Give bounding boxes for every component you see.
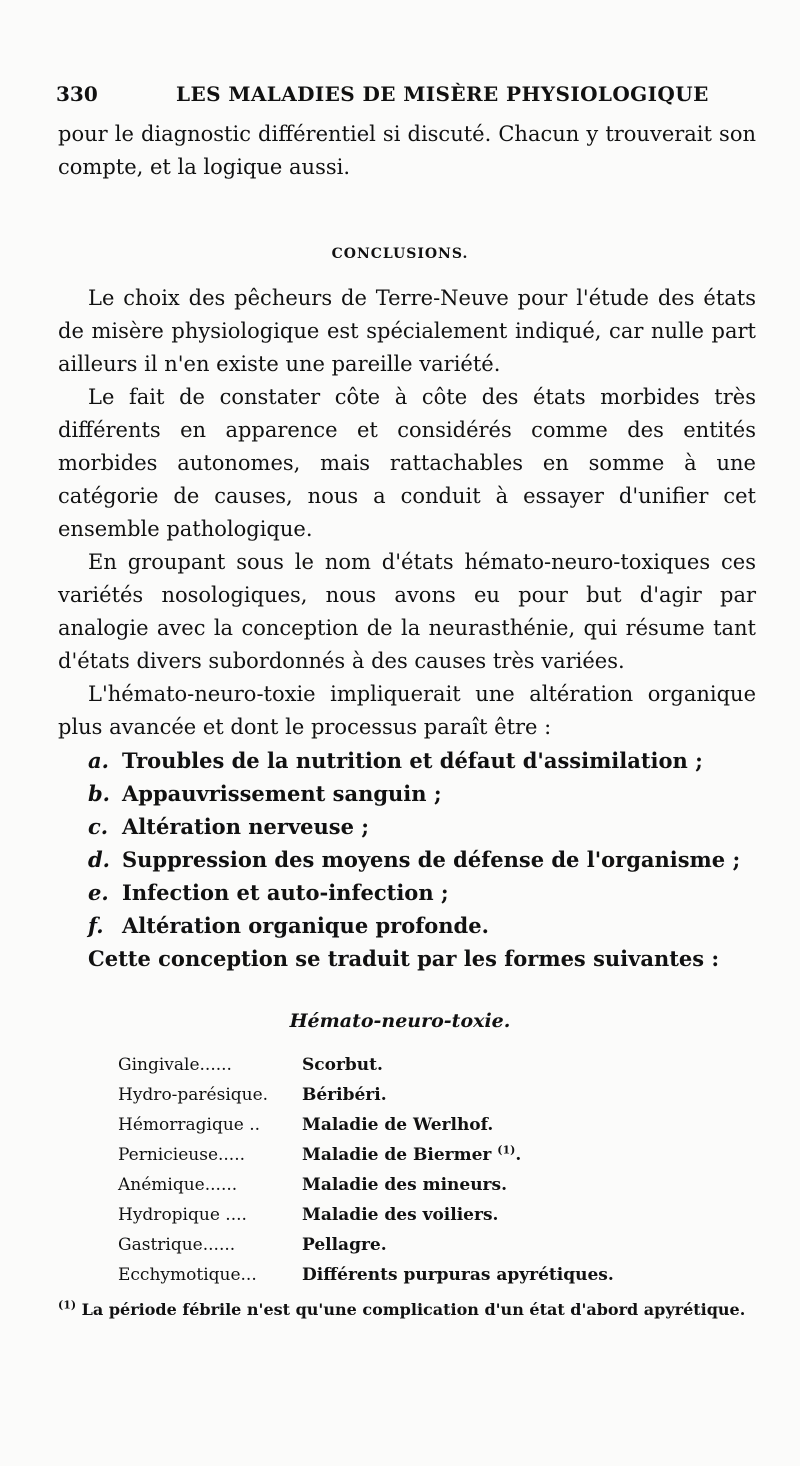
disease-name: Maladie de Biermer (302, 1145, 492, 1165)
list-item (58, 909, 756, 942)
footnote-mark: (1) (58, 1298, 77, 1312)
table-row (118, 1050, 614, 1080)
table-row (118, 1200, 614, 1230)
forms-table (118, 1050, 614, 1290)
form-name: Hydro-parésique. (118, 1085, 269, 1105)
paragraph: Le choix des pêcheurs de Terre-Neuve pour l'étude des états de misère physiologique est spécialement indiqué, car nulle part ailleurs il n'en existe une pareille variété. (58, 286, 756, 376)
table-row (118, 1170, 614, 1200)
form-name: Anémique...... (118, 1175, 238, 1195)
page-number: 330 (56, 82, 98, 106)
conclusions-body (58, 282, 756, 975)
footnote-text: La période fébrile n'est qu'une complication d'un état d'abord apyrétique. (81, 1300, 746, 1319)
table-row (118, 1260, 614, 1290)
paragraph: L'hémato-neuro-toxie impliquerait une altération organique plus avancée et dont le processus paraît être : (58, 682, 756, 739)
paragraph: En groupant sous le nom d'états hémato-neuro-toxiques ces variétés nosologiques, nous avons eu pour but d'agir par analogie avec la conception de la neurasthénie, qui résume tant d'états divers subordonnés à des causes très variées. (58, 550, 756, 673)
list-item-text: Infection et auto-infection ; (122, 880, 449, 905)
table-title: Hémato-neuro-toxie. (289, 1010, 511, 1032)
table-row (118, 1230, 614, 1260)
form-name: Pernicieuse..... (118, 1145, 246, 1165)
list-item-text: Troubles de la nutrition et défaut d'assimilation ; (122, 748, 703, 773)
list-marker: c. (88, 814, 109, 839)
table-row (118, 1110, 614, 1140)
list-item-text: Altération organique profonde. (122, 913, 489, 938)
disease-name: Maladie des voiliers. (302, 1205, 499, 1225)
table-row (118, 1080, 614, 1110)
form-name: Hémorragique .. (118, 1115, 261, 1135)
closing-paragraph: Cette conception se traduit par les formes suivantes : (88, 946, 720, 971)
disease-name: Pellagre. (302, 1235, 387, 1255)
disease-name: Béribéri. (302, 1085, 387, 1105)
footnote (58, 1296, 756, 1324)
paragraph: Le fait de constater côte à côte des états morbides très différents en apparence et considérés comme des entités morbides autonomes, mais rattachables en somme à une catégorie de causes, nous a conduit à essayer d'unifier cet ensemble pathologique. (58, 385, 756, 541)
list-item-text: Altération nerveuse ; (122, 814, 370, 839)
list-item-text: Appauvrissement sanguin ; (122, 781, 442, 806)
disease-name-end: . (515, 1145, 522, 1165)
list-marker: a. (88, 748, 109, 773)
list-item (58, 810, 756, 843)
list-item-text: Suppression des moyens de défense de l'organisme ; (122, 847, 741, 872)
list-marker: d. (88, 847, 110, 872)
list-marker: e. (88, 880, 109, 905)
disease-name: Différents purpuras apyrétiques. (302, 1265, 614, 1285)
disease-name: Scorbut. (302, 1055, 383, 1075)
list-item (58, 744, 756, 777)
intro-paragraph: pour le diagnostic différentiel si discuté. Chacun y trouverait son compte, et la logique aussi. (58, 122, 756, 179)
list-marker: f. (88, 913, 104, 938)
form-name: Gastrique...... (118, 1235, 236, 1255)
form-name: Hydropique .... (118, 1205, 247, 1225)
form-name: Ecchymotique... (118, 1265, 257, 1285)
section-heading: CONCLUSIONS. (331, 246, 469, 262)
list-item (58, 843, 756, 876)
disease-name: Maladie de Werlhof. (302, 1115, 494, 1135)
table-row (118, 1140, 614, 1170)
page-header (56, 82, 750, 112)
list-item (58, 876, 756, 909)
form-name: Gingivale...... (118, 1055, 232, 1075)
running-head: LES MALADIES DE MISÈRE PHYSIOLOGIQUE (176, 82, 709, 106)
list-marker: b. (88, 781, 110, 806)
disease-name: Maladie des mineurs. (302, 1175, 508, 1195)
footnote-reference: (1) (497, 1143, 516, 1157)
process-list (58, 744, 756, 942)
list-item (58, 777, 756, 810)
disease-cell-with-note (302, 1140, 614, 1170)
